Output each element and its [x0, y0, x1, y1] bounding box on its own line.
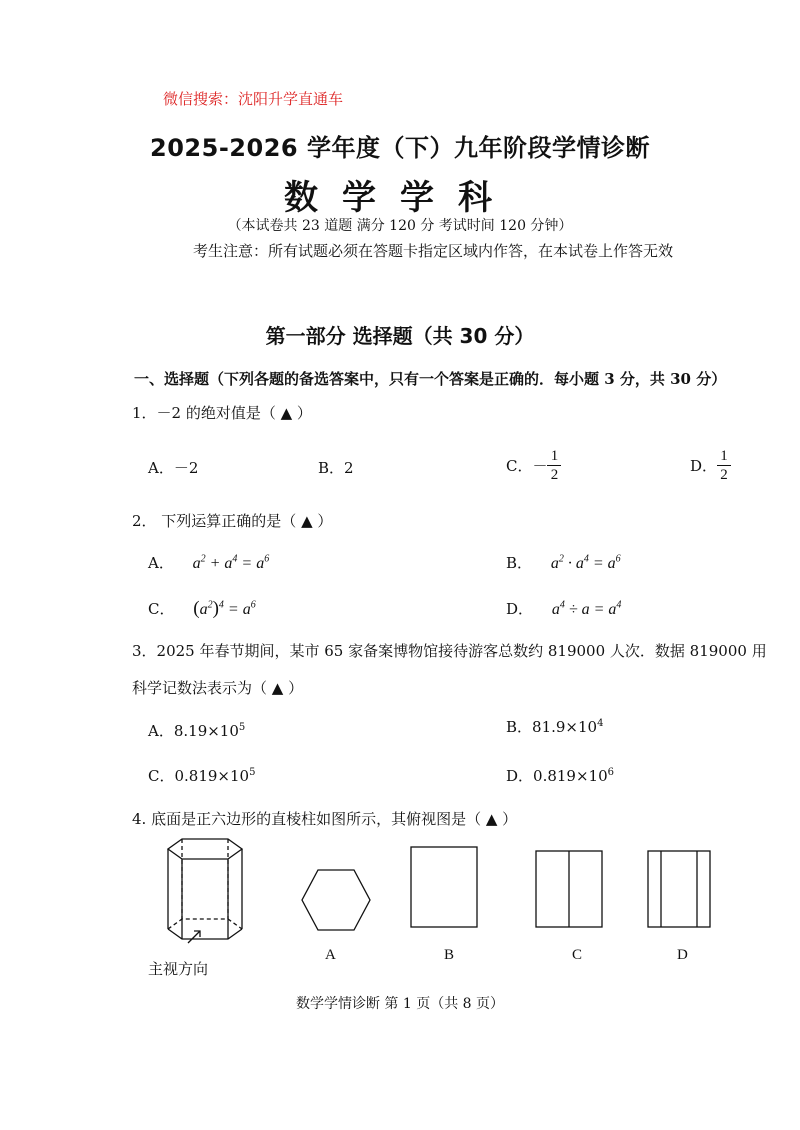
- q3-option-d-text: D．0.819×10: [506, 767, 608, 785]
- watermark-text: 微信搜索：沈阳升学直通车: [163, 90, 344, 108]
- q1-option-d-fraction: [717, 447, 731, 484]
- question-4-stem: 4. 底面是正六边形的直棱柱如图所示，其俯视图是（ ▲ ）: [132, 810, 518, 828]
- q3-option-a-exponent: 5: [238, 722, 246, 733]
- fraction-numerator: 1: [720, 448, 728, 464]
- fraction-denominator: 2: [720, 467, 728, 483]
- q1-option-b: B．2: [318, 459, 354, 477]
- q4-option-c-label: C: [572, 947, 583, 963]
- q2-option-c-expression: $(a^2)^4 = a^6$: [193, 598, 256, 619]
- question-2-stem: 2． 下列运算正确的是（ ▲ ）: [132, 512, 333, 530]
- q1-option-c: [506, 447, 561, 484]
- q3-option-a-text: A．8.19×10: [148, 722, 239, 740]
- fraction-denominator: 2: [550, 467, 559, 483]
- q1-option-c-fraction: [547, 447, 561, 484]
- exam-info: （本试卷共 23 道题 满分 120 分 考试时间 120 分钟）: [227, 218, 573, 234]
- figure-caption-view-direction: 主视方向: [148, 960, 209, 978]
- q3-option-c-exponent: 5: [249, 767, 256, 778]
- q3-option-c: [148, 765, 255, 786]
- q3-option-b-exponent: 4: [597, 718, 604, 729]
- q3-option-c-text: C．0.819×10: [148, 767, 250, 785]
- q4-option-c-rectangle-split: [535, 850, 605, 930]
- q1-option-a: A．－2: [148, 459, 199, 477]
- q2-option-c-label: C．: [148, 600, 175, 618]
- q4-option-b-label: B: [444, 947, 455, 963]
- q1-option-d: [690, 447, 731, 484]
- q4-option-d-label: D: [677, 947, 688, 963]
- page-footer: 数学学情诊断 第 1 页（共 8 页）: [295, 996, 505, 1012]
- question-3-stem-line1: 3．2025 年春节期间，某市 65 家备案博物馆接待游客总数约 819000 人次．数据 819000 用: [132, 642, 767, 660]
- fraction-numerator: 1: [550, 448, 559, 464]
- q4-option-b-rectangle: [410, 846, 480, 930]
- question-1-stem: 1．－2 的绝对值是（ ▲ ）: [132, 404, 312, 422]
- q4-option-a-hexagon: [300, 868, 372, 932]
- q2-option-a-label: A．: [148, 554, 174, 572]
- subject-title: 数学学科: [284, 178, 516, 218]
- q2-option-b-expression: $a^2 \cdot a^4 = a^6$: [550, 553, 621, 572]
- q3-option-a: [148, 720, 245, 741]
- part-title: 第一部分 选择题（共 30 分）: [265, 324, 535, 348]
- q2-option-c: [148, 598, 256, 620]
- q2-option-d-expression: $a^4 \div a = a^4$: [551, 599, 622, 618]
- q4-option-d-rectangle-triple: [647, 850, 713, 930]
- q3-option-b: [506, 716, 603, 737]
- q3-option-d: [506, 765, 614, 786]
- q2-option-b-label: B．: [506, 554, 533, 572]
- section-heading: 一、选择题（下列各题的备选答案中，只有一个答案是正确的．每小题 3 分，共 30 分）: [134, 370, 727, 388]
- hexagonal-prism-figure: [160, 835, 250, 947]
- q1-option-c-label: C．－: [506, 457, 548, 475]
- exam-title: 2025-2026 学年度（下）九年阶段学情诊断: [150, 134, 650, 162]
- q3-option-d-exponent: 6: [607, 767, 614, 778]
- q4-option-a-label: A: [325, 947, 336, 963]
- exam-notice: 考生注意：所有试题必须在答题卡指定区域内作答，在本试卷上作答无效: [193, 242, 674, 260]
- q2-option-b: [506, 552, 621, 573]
- q2-option-a: [148, 552, 269, 573]
- q3-option-b-text: B．81.9×10: [506, 718, 598, 736]
- q1-option-d-label: D．: [690, 457, 718, 475]
- q2-option-a-expression: $a^2 + a^4 = a^6$: [192, 553, 270, 572]
- q2-option-d: [506, 598, 621, 619]
- question-3-stem-line2: 科学记数法表示为（ ▲ ）: [132, 679, 304, 697]
- q2-option-d-label: D．: [506, 600, 534, 618]
